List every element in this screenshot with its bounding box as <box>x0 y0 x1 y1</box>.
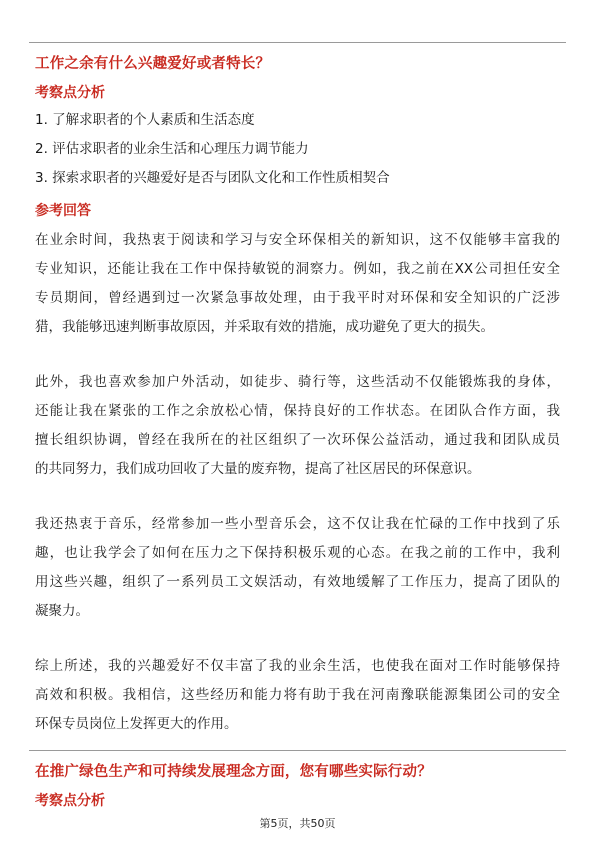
answer-paragraph-line: 高效和积极。我相信，这些经历和能力将有助于我在河南豫联能源集团公司的安全 <box>35 687 560 703</box>
question-1-analysis-heading: 考察点分析 <box>35 85 105 101</box>
analysis-point: 1. 了解求职者的个人素质和生活态度 <box>35 112 255 128</box>
answer-paragraph-line: 趣，也让我学会了如何在压力之下保持积极乐观的心态。在我之前的工作中，我利 <box>35 545 560 561</box>
answer-paragraph-line: 环保专员岗位上发挥更大的作用。 <box>35 716 238 732</box>
question-2-title: 在推广绿色生产和可持续发展理念方面，您有哪些实际行动？ <box>35 764 432 780</box>
answer-paragraph-line: 擅长组织协调，曾经在我所在的社区组织了一次环保公益活动，通过我和团队成员 <box>35 432 560 448</box>
question-1-answer-heading: 参考回答 <box>35 203 91 219</box>
answer-paragraph-line: 用这些兴趣，组织了一系列员工文娱活动，有效地缓解了工作压力，提高了团队的 <box>35 574 560 590</box>
answer-paragraph-line: 综上所述，我的兴趣爱好不仅丰富了我的业余生活，也使我在面对工作时能够保持 <box>35 658 560 674</box>
answer-paragraph-line: 还能让我在紧张的工作之余放松心情，保持良好的工作状态。在团队合作方面，我 <box>35 403 560 419</box>
top-divider <box>29 42 566 43</box>
question-divider <box>29 750 566 751</box>
answer-paragraph-line: 此外，我也喜欢参加户外活动，如徒步、骑行等，这些活动不仅能锻炼我的身体， <box>35 374 560 390</box>
answer-paragraph-line: 在业余时间，我热衷于阅读和学习与安全环保相关的新知识，这不仅能够丰富我的 <box>35 232 560 248</box>
answer-paragraph-line: 专业知识，还能让我在工作中保持敏锐的洞察力。例如，我之前在XX公司担任安全 <box>35 261 560 277</box>
analysis-point: 3. 探索求职者的兴趣爱好是否与团队文化和工作性质相契合 <box>35 170 390 186</box>
question-2-analysis-heading: 考察点分析 <box>35 793 105 809</box>
answer-paragraph-line: 的共同努力，我们成功回收了大量的废弃物，提高了社区居民的环保意识。 <box>35 461 481 477</box>
answer-paragraph-line: 我还热衷于音乐，经常参加一些小型音乐会，这不仅让我在忙碌的工作中找到了乐 <box>35 516 560 532</box>
question-1-title: 工作之余有什么兴趣爱好或者特长？ <box>35 56 271 72</box>
answer-paragraph-line: 猎，我能够迅速判断事故原因，并采取有效的措施，成功避免了更大的损失。 <box>35 319 494 335</box>
answer-paragraph-line: 专员期间，曾经遇到过一次紧急事故处理，由于我平时对环保和安全知识的广泛涉 <box>35 290 560 306</box>
analysis-point: 2. 评估求职者的业余生活和心理压力调节能力 <box>35 141 309 157</box>
answer-paragraph-line: 凝聚力。 <box>35 603 89 619</box>
page-number: 第5页，共50页 <box>259 817 336 830</box>
